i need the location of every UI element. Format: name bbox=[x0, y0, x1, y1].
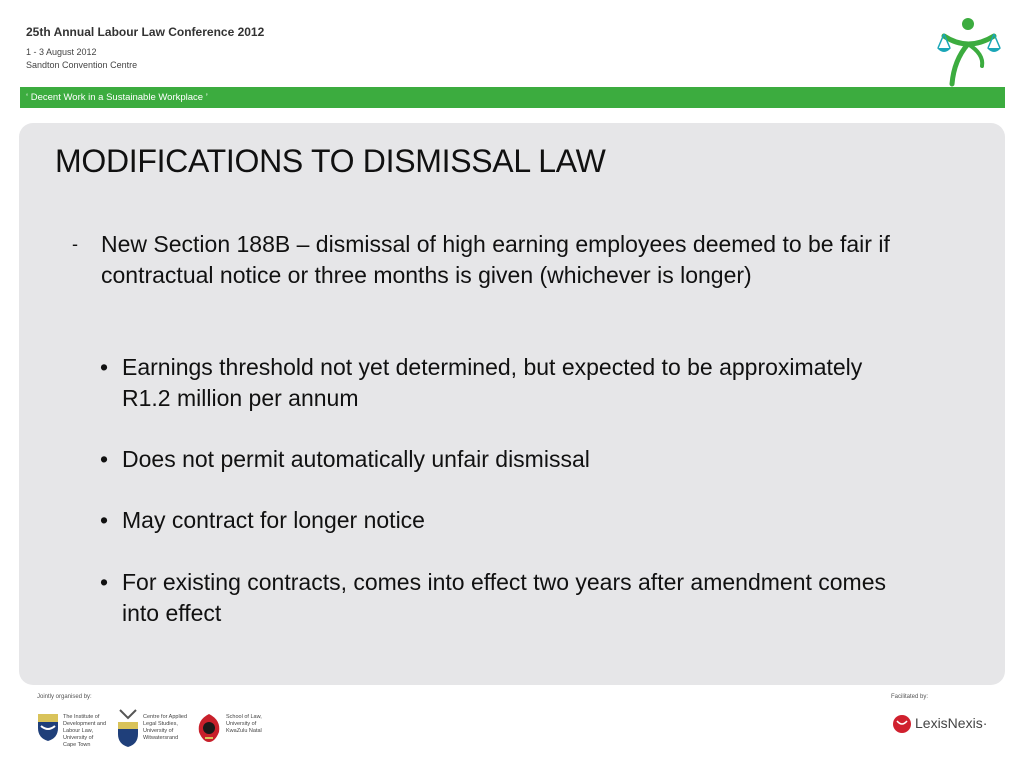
org3-text: School of Law, University of KwaZulu Natal bbox=[226, 714, 262, 734]
bullet-marker: • bbox=[100, 569, 109, 595]
uct-crest-icon bbox=[37, 712, 59, 742]
conference-date: 1 - 3 August 2012 bbox=[26, 47, 97, 57]
bullet-text: Does not permit automatically unfair dismissal bbox=[122, 446, 590, 472]
bullet-text: For existing contracts, comes into effect two years after amendment comes into effect bbox=[122, 569, 887, 626]
dash-item-text: New Section 188B – dismissal of high earning employees deemed to be fair if contractual notice or three months is given (whichever is longer) bbox=[101, 231, 890, 288]
lexisnexis-wordmark: LexisNexis· bbox=[915, 715, 988, 731]
bullet-text: May contract for longer notice bbox=[122, 507, 425, 533]
wits-crest-icon bbox=[116, 708, 140, 748]
conference-title: 25th Annual Labour Law Conference 2012 bbox=[26, 25, 265, 39]
scales-of-justice-logo-icon bbox=[934, 16, 1004, 88]
dash-marker: - bbox=[72, 234, 78, 254]
jointly-organised-label: Jointly organised by: bbox=[37, 694, 92, 700]
ukzn-crest-icon bbox=[195, 712, 223, 744]
slide-title: MODIFICATIONS TO DISMISSAL LAW bbox=[55, 143, 606, 179]
lexisnexis-logo-icon bbox=[891, 713, 913, 735]
bullet-marker: • bbox=[100, 507, 109, 533]
org1-text: The Institute of Development and Labour Law, University of Cape Town bbox=[63, 714, 107, 748]
bullet-marker: • bbox=[100, 354, 109, 380]
bullet-marker: • bbox=[100, 446, 109, 472]
bullet-text: Earnings threshold not yet determined, but expected to be approximately R1.2 million per annum bbox=[122, 354, 863, 411]
org2-text: Centre for Applied Legal Studies, University of Witwatersrand bbox=[143, 714, 188, 741]
theme-banner: ‘ Decent Work in a Sustainable Workplace ’ bbox=[20, 87, 1005, 108]
facilitated-by-label: Facilitated by: bbox=[891, 694, 929, 700]
conference-details bbox=[26, 46, 137, 72]
conference-venue: Sandton Convention Centre bbox=[26, 60, 138, 70]
